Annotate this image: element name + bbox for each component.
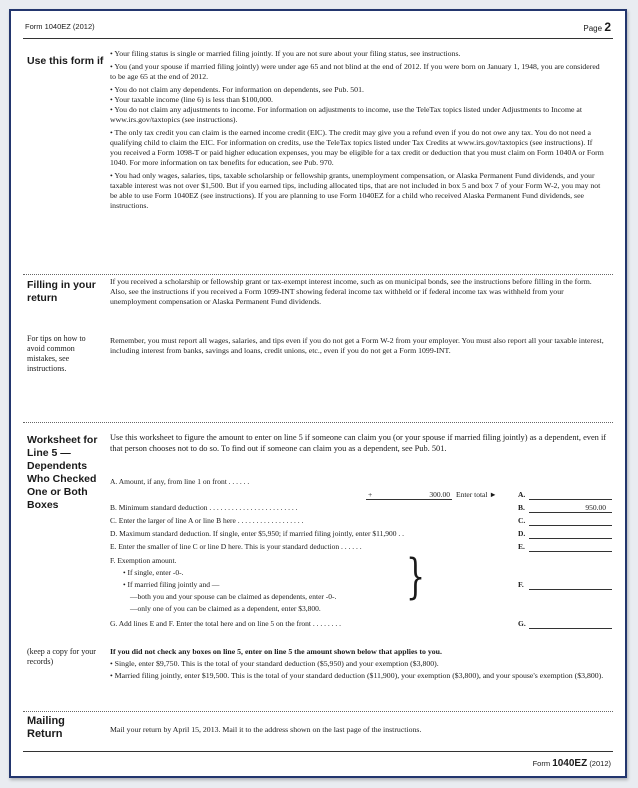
line-c-field[interactable] [529, 515, 612, 526]
section-divider [23, 274, 613, 275]
tips-note: For tips on how to avoid common mistakes, see instructions. [27, 334, 86, 373]
mailing-title: Mailing Return [27, 715, 65, 740]
page-number [583, 20, 611, 34]
worksheet-title: Worksheet for Line 5 — Dependents Who Checked One or Both Boxes [27, 434, 98, 511]
keep-copy-note: (keep a copy for your records) [27, 647, 96, 666]
worksheet-line-d: D. Maximum standard deduction. If single, enter $5,950; if married filing jointly, enter $11,900 . . D. [110, 528, 610, 539]
filling-title: Filling in your return [27, 279, 96, 304]
worksheet-line-f-one: —only one of you can be claimed as a dependent, enter $3,800. [130, 604, 321, 613]
use-form-list [110, 49, 605, 214]
line-d-field[interactable] [529, 528, 612, 539]
enter-total-label: Enter total ► [456, 490, 497, 499]
worksheet-line-g: G. Add lines E and F. Enter the total here and on line 5 on the front . . . . . . . . G. [110, 618, 610, 629]
worksheet-line-f: F. Exemption amount. [110, 556, 177, 565]
worksheet-line-e: E. Enter the smaller of line C or line D here. This is your standard deduction . . . . . . E. [110, 541, 610, 552]
worksheet-line-c: C. Enter the larger of line A or line B here . . . . . . . . . . . . . . . . . . C. [110, 515, 610, 526]
page-number-value: 2 [604, 20, 611, 34]
single-instruction: • Single, enter $9,750. This is the total of your standard deduction ($5,950) and your exemption ($3,800). [110, 659, 439, 668]
use-form-item: • The only tax credit you can claim is the earned income credit (EIC). The credit may give you a refund even if you do not owe any tax. You do not need a qualifying child to claim the EIC. For information on credits, use the TeleTax topics listed under Tax Credits at www.irs.gov/taxtopics (see instructions). If you received a Form 1098-T or paid higher education expenses, you may be eligible for a tax credit or deduction that you must claim on Form 1040A or Form 1040. For more information on tax benefits for education, see Pub. 970. [110, 128, 604, 167]
page-word: Page [583, 24, 603, 33]
line-a-field[interactable] [529, 489, 612, 500]
brace-icon: } [406, 549, 426, 606]
use-form-item: • You do not claim any adjustments to income. For information on adjustments to income, use the TeleTax topics listed under Adjustments to Income at www.irs.gov/taxtopics (see instructions). [110, 105, 583, 124]
worksheet-line-a-amount [110, 489, 610, 500]
line-letter: F. [518, 580, 524, 589]
use-form-item: • You had only wages, salaries, tips, taxable scholarship or fellowship grants, unemployment compensation, or Alaska Permanent Fund dividends, and your taxable interest was not over $1,500. But if you earned tips, including allocated tips, that are not included in box 5 and box 7 of your Form W-2, you may not be able to use Form 1040EZ (see instructions). If you are planning to use Form 1040EZ for a child who received Alaska Permanent Fund dividends, see instructions. [110, 171, 601, 210]
top-rule [23, 38, 613, 39]
tips-text: Remember, you must report all wages, salaries, and tips even if you do not get a Form W-2 from your employer. You must also report all your taxable interest, including interest from banks, savings and loans, credit unions, etc., even if you do not get a Form 1099-INT. [110, 336, 604, 355]
line-b-field[interactable]: 950.00 [529, 502, 612, 513]
line-letter: D. [518, 529, 526, 538]
line-g-field[interactable] [529, 618, 612, 629]
line-e-field[interactable] [529, 541, 612, 552]
worksheet-intro: Use this worksheet to figure the amount to enter on line 5 if someone can claim you (or your spouse if married filing jointly) as a dependent, even if that person chooses not to do so. To find out if someone can claim you as a dependent, see Pub. 501. [110, 433, 607, 453]
worksheet-line-f-single: • If single, enter -0-. [123, 568, 184, 577]
worksheet-line-f-entry [110, 579, 610, 590]
use-form-item: • You (and your spouse if married filing jointly) were under age 65 and not blind at the end of 2012. If you were born on January 1, 1948, you are considered to be age 65 at the end of 2012. [110, 62, 600, 81]
section-divider [23, 711, 613, 712]
line-f-field[interactable] [529, 579, 612, 590]
worksheet-line-f-both: —both you and your spouse can be claimed as dependents, enter -0-. [130, 592, 337, 601]
line-letter: C. [518, 516, 526, 525]
line-letter: E. [518, 542, 525, 551]
use-form-item: • Your taxable income (line 6) is less than $100,000. [110, 95, 273, 104]
plus-sign: + [368, 490, 373, 499]
worksheet-line-f-married: • If married filing jointly and — [123, 580, 220, 589]
bottom-rule [23, 751, 613, 752]
form-footer: Form 1040EZ (2012) [532, 758, 611, 769]
line-letter: G. [518, 619, 526, 628]
form-header-label: Form 1040EZ (2012) [25, 22, 95, 31]
form-page [9, 9, 627, 778]
worksheet-line-a: A. Amount, if any, from line 1 on front . . . . . . [110, 477, 250, 486]
line-letter: A. [518, 490, 526, 499]
mailing-text: Mail your return by April 15, 2013. Mail it to the address shown on the last page of the instructions. [110, 725, 422, 734]
section-divider [23, 422, 613, 423]
footer-form-name: 1040EZ [552, 758, 588, 769]
no-boxes-instruction: If you did not check any boxes on line 5, enter on line 5 the amount shown below that applies to you. [110, 647, 442, 656]
use-form-item: • Your filing status is single or married filing jointly. If you are not sure about your filing status, see instructions. [110, 49, 461, 58]
filling-text: If you received a scholarship or fellowship grant or tax-exempt interest income, such as on municipal bonds, see the instructions before filling in the form. Also, see the instructions if you received a Form 1099-INT showing federal income tax withheld or if federal income tax was withheld from your unemployment compensation or Alaska Permanent Fund dividends. [110, 277, 592, 306]
plus-amount-field[interactable]: 300.00 [366, 489, 452, 500]
keep-copy-text [110, 647, 605, 681]
use-form-item: • You do not claim any dependents. For information on dependents, see Pub. 501. [110, 85, 364, 94]
married-instruction: • Married filing jointly, enter $19,500. This is the total of your standard deduction ($11,900), your exemption ($3,800), and your spouse's exemption ($3,800). [110, 671, 604, 680]
use-form-title: Use this form if [27, 55, 104, 67]
worksheet-line-b: B. Minimum standard deduction . . . . . . . . . . . . . . . . . . . . . . . . B. 950.00 [110, 502, 610, 513]
line-letter: B. [518, 503, 525, 512]
